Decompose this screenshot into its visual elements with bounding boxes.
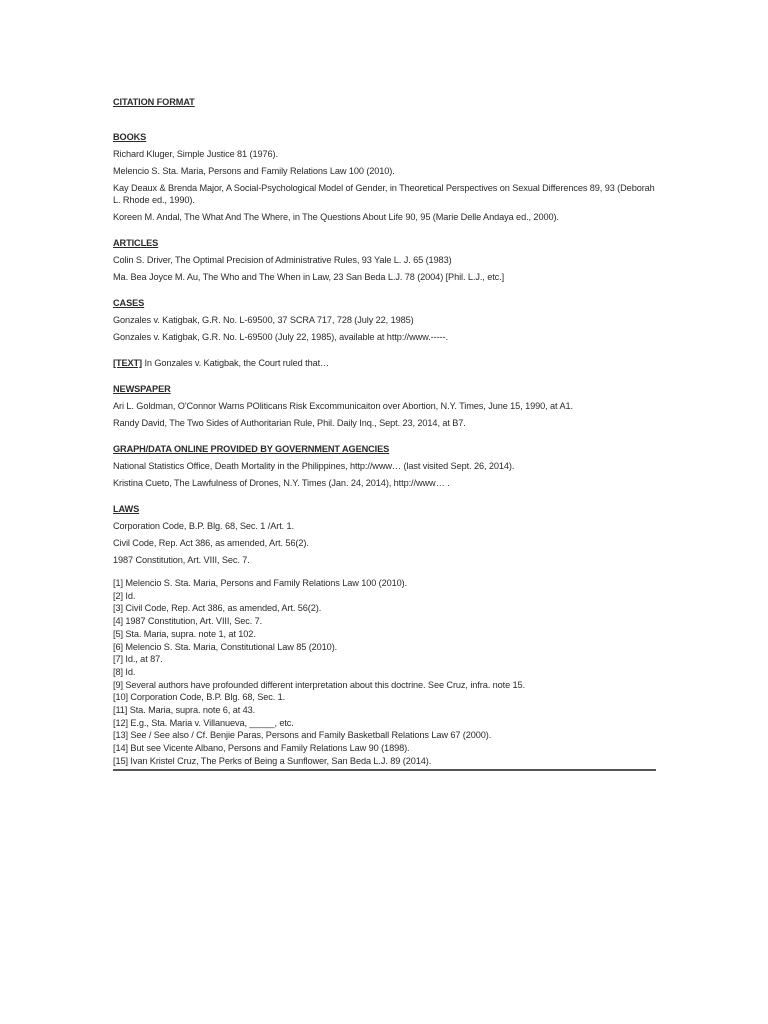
section-heading-books: BOOKS — [113, 132, 147, 142]
citation-entry: Melencio S. Sta. Maria, Persons and Family Relations Law 100 (2010). — [113, 166, 395, 176]
footnotes-list — [113, 577, 658, 771]
footnote: [15] Ivan Kristel Cruz, The Perks of Being a Sunflower, San Beda L.J. 89 (2014). — [113, 755, 432, 766]
footnotes-rule — [113, 769, 656, 771]
page-title: CITATION FORMAT — [113, 97, 195, 107]
document-body — [113, 96, 658, 771]
citation-entry: National Statistics Office, Death Mortality in the Philippines, http://www… (last visited Sept. 26, 2014). — [113, 461, 515, 471]
section-heading-graph-data: GRAPH/DATA ONLINE PROVIDED BY GOVERNMENT AGENCIES — [113, 444, 390, 454]
section-articles — [113, 237, 658, 283]
footnote: [2] Id. — [113, 590, 136, 601]
text-example — [113, 357, 658, 369]
footnote: [8] Id. — [113, 666, 136, 677]
citation-entry: 1987 Constitution, Art. VIII, Sec. 7. — [113, 555, 250, 565]
citation-entry: Civil Code, Rep. Act 386, as amended, Art. 56(2). — [113, 538, 309, 548]
citation-entry: Ari L. Goldman, O'Connor Warns POliticans Risk Excommunicaiton over Abortion, N.Y. Times, June 15, 1990, at A1. — [113, 401, 573, 411]
footnote: [10] Corporation Code, B.P. Blg. 68, Sec. 1. — [113, 692, 286, 703]
citation-entry: Colin S. Driver, The Optimal Precision of Administrative Rules, 93 Yale L. J. 65 (1983) — [113, 255, 452, 265]
citation-entry: Randy David, The Two Sides of Authoritarian Rule, Phil. Daily Inq., Sept. 23, 2014, at B7. — [113, 418, 466, 428]
citation-entry: Gonzales v. Katigbak, G.R. No. L-69500, 37 SCRA 717, 728 (July 22, 1985) — [113, 315, 414, 325]
section-graph-data-online — [113, 443, 658, 489]
footnote: [5] Sta. Maria, supra. note 1, at 102. — [113, 628, 256, 639]
footnote: [13] See / See also / Cf. Benjie Paras, Persons and Family Basketball Relations Law 67 (2000). — [113, 730, 492, 741]
citation-entry: Corporation Code, B.P. Blg. 68, Sec. 1 /Art. 1. — [113, 521, 295, 531]
footnote: [3] Civil Code, Rep. Act 386, as amended, Art. 56(2). — [113, 603, 322, 614]
citation-entry: Ma. Bea Joyce M. Au, The Who and The When in Law, 23 San Beda L.J. 78 (2004) [Phil. L.J., etc.] — [113, 272, 505, 282]
footnote: [4] 1987 Constitution, Art. VIII, Sec. 7. — [113, 616, 263, 627]
section-books — [113, 131, 658, 223]
footnote: [14] But see Vicente Albano, Persons and Family Relations Law 90 (1898). — [113, 743, 410, 754]
text-example-body: In Gonzales v. Katigbak, the Court ruled that… — [142, 358, 330, 368]
footnote: [12] E.g., Sta. Maria v. Villanueva, _____, etc. — [113, 717, 294, 728]
footnote: [1] Melencio S. Sta. Maria, Persons and Family Relations Law 100 (2010). — [113, 578, 408, 588]
footnote: [6] Melencio S. Sta. Maria, Constitutional Law 85 (2010). — [113, 641, 338, 652]
section-cases — [113, 297, 658, 343]
citation-entry: Koreen M. Andal, The What And The Where, in The Questions About Life 90, 95 (Marie Delle Andaya ed., 2000). — [113, 212, 559, 222]
section-heading-newspaper: NEWSPAPER — [113, 384, 171, 394]
footnote: [11] Sta. Maria, supra. note 6, at 43. — [113, 705, 256, 716]
section-heading-articles: ARTICLES — [113, 238, 159, 248]
section-newspaper — [113, 383, 658, 429]
citation-entry: Kay Deaux & Brenda Major, A Social-Psychological Model of Gender, in Theoretical Perspectives on Sexual Differences 89, 93 (Deborah L. Rhode ed., 1990). — [113, 183, 655, 205]
footnote: [9] Several authors have profounded different interpretation about this doctrine. See Cruz, infra. note 15. — [113, 679, 526, 690]
section-laws — [113, 503, 658, 566]
text-tag: [TEXT] — [113, 358, 142, 368]
section-heading-cases: CASES — [113, 298, 145, 308]
section-heading-laws: LAWS — [113, 504, 140, 514]
citation-entry: Kristina Cueto, The Lawfulness of Drones, N.Y. Times (Jan. 24, 2014), http://www… . — [113, 478, 450, 488]
footnote: [7] Id., at 87. — [113, 654, 163, 665]
citation-entry: Richard Kluger, Simple Justice 81 (1976). — [113, 149, 278, 159]
citation-entry: Gonzales v. Katigbak, G.R. No. L-69500 (July 22, 1985), available at http://www.-----. — [113, 332, 448, 342]
